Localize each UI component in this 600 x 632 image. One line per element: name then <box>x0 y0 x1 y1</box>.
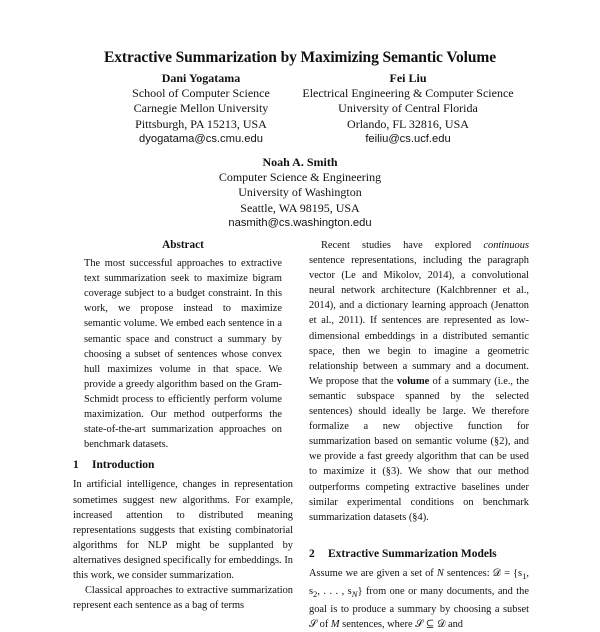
author-name: Fei Liu <box>389 71 427 85</box>
author-affiliation: Electrical Engineering & Computer Science <box>302 86 514 101</box>
author-affiliation: University of Central Florida <box>338 101 478 116</box>
math-var: 𝒮 <box>415 619 424 631</box>
math-var: M <box>330 619 340 631</box>
text-run: , . . . , s <box>317 586 352 598</box>
section-title: Introduction <box>92 459 155 472</box>
author-address: Orlando, FL 32816, USA <box>347 116 469 131</box>
author-block-1 <box>108 71 294 147</box>
text-run: ⊆ <box>423 619 438 631</box>
text-run: Recent studies have explored <box>321 240 484 251</box>
author-affiliation: School of Computer Science <box>132 86 270 101</box>
math-var: N <box>436 567 444 579</box>
abstract-heading: Abstract <box>162 239 204 251</box>
math-var: 𝒟 <box>492 567 501 579</box>
text-run: sentences: <box>443 567 493 579</box>
emphasis-text: continuous <box>483 240 529 251</box>
text-run: = {s <box>500 567 523 579</box>
text-run: of a summary (i.e., the semantic subspace spanned by the selected sentences) should ideally be large. We therefore formalize a new objective function for summarization based on semantic volume (§2), and we provide a fast greedy algorithm that can be used to maximize it (§3). We show that our method outperforms competing extractive baselines under similar experimental conditions on benchmark summarization datasets (§4). <box>309 375 530 523</box>
section-number: 2 <box>309 547 315 560</box>
text-run: , s <box>309 567 529 598</box>
author-email: dyogatama@cs.cmu.edu <box>139 132 263 145</box>
author-affiliation: Carnegie Mellon University <box>133 101 269 116</box>
section-number: 1 <box>73 459 79 472</box>
right-column <box>309 238 529 632</box>
text-run: and <box>445 619 464 631</box>
paragraph: Assume we are given a set of N sentences: 𝒟 = {$s_1$, $s_2$, . . . , $s_N$} from one or many documents, and the goal is to produce a summary by choosing a subset 𝒮 of M sentences, where 𝒮 ⊆ 𝒟 and <box>309 567 529 631</box>
author-name: Dani Yogatama <box>161 71 241 85</box>
author-affiliation: Computer Science & Engineering <box>218 170 382 185</box>
paper-title: Extractive Summarization by Maximizing Semantic Volume <box>104 49 496 66</box>
section-1-heading <box>73 458 293 473</box>
author-address: Pittsburgh, PA 15213, USA <box>135 116 267 131</box>
text-run: sentences, where <box>339 619 416 631</box>
author-name: Noah A. Smith <box>262 155 338 169</box>
text-run: of <box>317 619 331 631</box>
author-block-2 <box>284 71 532 147</box>
section-2-heading <box>309 547 529 562</box>
abstract-text: The most successful approaches to extractive text summarization seek to maximize bigram coverage subject to a budget constraint. In this work, we propose instead to maximize semantic volume. We embed each sentence in a semantic space and construct a summary by choosing a subset of sentences whose convex hull maximizes volume in that space. We provide a greedy algorithm based on the Gram-Schmidt process to efficiently perform volume maximization. Our method outperforms the state-of-the-art summarization approaches on benchmark datasets. <box>84 258 282 451</box>
text-run: sentence representations, including the paragraph vector (Le and Mikolov, 2014), a convolutional neural network architecture (Kalchbrenner et al., 2014), and a dictionary learning approach (Jenatton et al., 2011). If sentences are represented as low-dimensional embeddings in a distributed semantic space, then we begin to imagine a geometric relationship between a summary and a document. We propose that the <box>309 255 529 387</box>
paragraph: Classical approaches to extractive summarization represent each sentence as a bag of terms <box>73 585 293 612</box>
section-title: Extractive Summarization Models <box>328 547 497 560</box>
bold-text: volume <box>396 375 430 387</box>
math-var: 𝒟 <box>437 619 446 631</box>
author-block-3 <box>175 155 425 231</box>
author-address: Seattle, WA 98195, USA <box>240 200 360 215</box>
text-run: Assume we are given a set of <box>309 567 437 579</box>
author-affiliation: University of Washington <box>238 185 362 200</box>
paragraph <box>309 238 529 525</box>
math-var: 𝒮 <box>309 619 318 631</box>
left-column <box>73 238 293 613</box>
author-email: nasmith@cs.washington.edu <box>228 216 372 229</box>
text-run: } from one or many documents, and the goal is to produce a summary by choosing a subset <box>309 586 529 616</box>
author-email: feiliu@cs.ucf.edu <box>365 132 451 145</box>
paragraph: In artificial intelligence, changes in representation sometimes suggest new algorithms. For example, increased attention to distributed meaning representations suggests that existing combinatorial algorithms for NLP might be supplanted by alternatives designed specifically for embeddings. In this work, we consider summarization. <box>73 479 293 581</box>
